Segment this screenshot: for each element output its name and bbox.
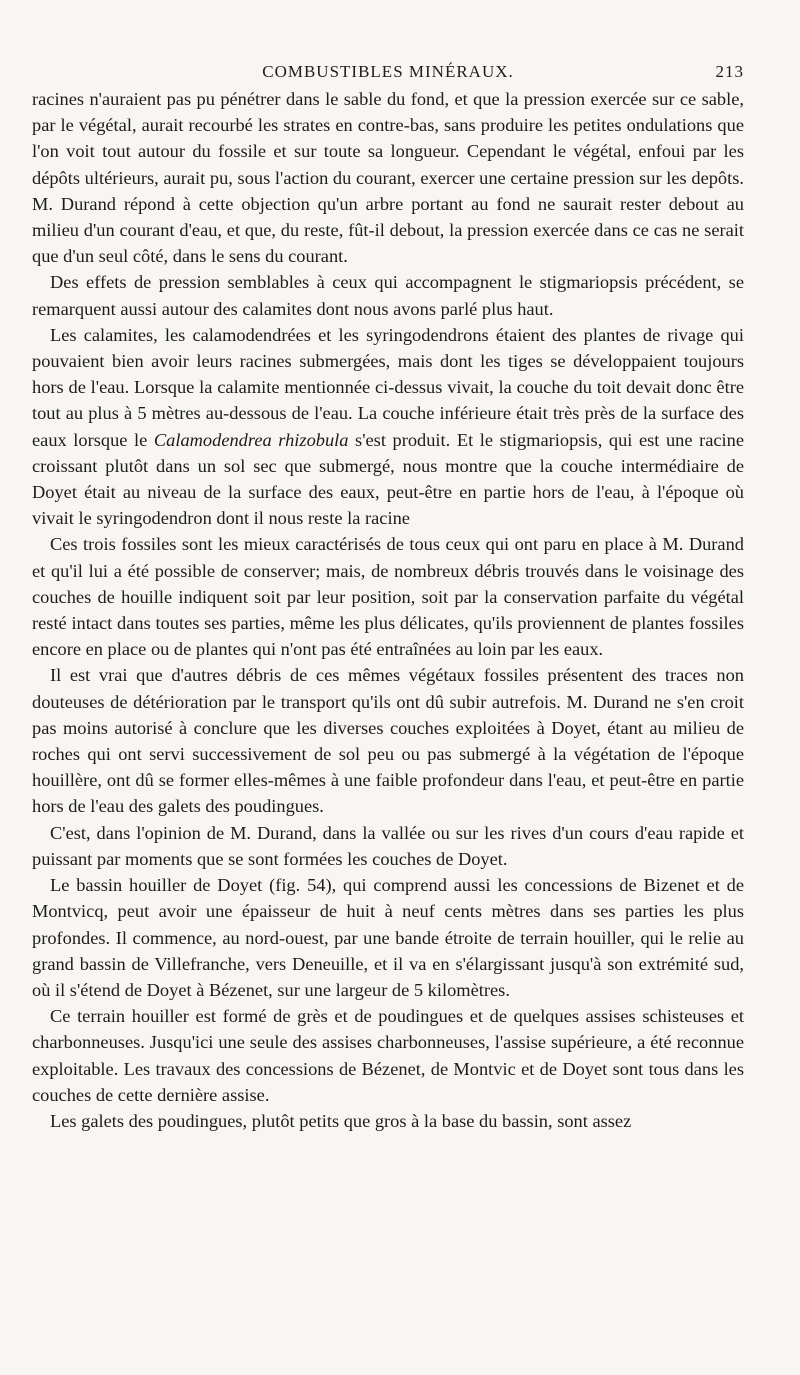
paragraph-text: Ces trois fossiles sont les mieux caractérisés de tous ceux qui ont paru en place à M. Durand et qu'il lui a été possible de conserver; mais, de nombreux débris trouvés dans le voisinage des couches de houille indiquent soit par leur position, soit par la conservation parfaite du végétal resté intact dans toutes ses parties, même les plus délicates, qu'ils proviennent de plantes fossiles encore en place ou de plantes qui n'ont pas été entraînées au loin par les eaux. — [32, 534, 744, 660]
running-head — [32, 56, 744, 86]
paragraph-text: Il est vrai que d'autres débris de ces mêmes végétaux fossiles présentent des traces non douteuses de détérioration par le transport qu'ils ont dû subir autrefois. M. Durand ne s'en croit pas moins autorisé à conclure que les diverses couches exploitées à Doyet, étant au milieu de roches qui ont servi successivement de sol peu ou pas submergé à la végétation de l'époque houillère, ont dû se former elles-mêmes à une faible profondeur dans l'eau, et peut-être en partie hors de l'eau des galets des poudingues. — [32, 665, 744, 817]
paragraph-text: Ce terrain houiller est formé de grès et de poudingues et de quelques assises schisteuses et charbonneuses. Jusqu'ici une seule des assises charbonneuses, l'assise supérieure, a été reconnue exploitable. Les travaux des concessions de Bézenet, de Montvic et de Doyet sont tous dans les couches de cette dernière assise. — [32, 1006, 744, 1105]
paragraph-0 — [32, 86, 744, 269]
book-page — [32, 56, 744, 1134]
body-text — [32, 86, 744, 1134]
paragraph-text: s'est produit. Et le stigmariopsis, qui est une racine croissant plutôt dans un sol sec que submergé, nous montre que la couche intermédiaire de Doyet était au niveau de la surface des eaux, peut-être en partie hors de l'eau, à l'époque où vivait le syringodendron dont il nous reste la racine — [32, 429, 745, 529]
paragraph-4 — [32, 662, 744, 819]
paragraph-1 — [32, 269, 744, 321]
running-title: COMBUSTIBLES MINÉRAUX. — [262, 62, 514, 81]
paragraph-8 — [32, 1108, 744, 1134]
page-number: 213 — [715, 62, 744, 81]
paragraph-2 — [32, 322, 744, 532]
paragraph-text: Le bassin houiller de Doyet (fig. 54), qui comprend aussi les concessions de Bizenet et de Montvicq, peut avoir une épaisseur de huit à neuf cents mètres dans ses parties les plus profondes. Il commence, au nord-ouest, par une bande étroite de terrain houiller, qui le relie au grand bassin de Villefranche, vers Deneuille, et il va en s'élargissant jusqu'à son extrémité sud, où il s'étend de Doyet à Bézenet, sur une largeur de 5 kilomètres. — [32, 875, 744, 1000]
paragraph-text: Des effets de pression semblables à ceux qui accompagnent le stigmariopsis précédent, se remarquent aussi autour des calamites dont nous avons parlé plus haut. — [32, 272, 744, 319]
paragraph-text: racines n'auraient pas pu pénétrer dans le sable du fond, et que la pression exercée sur ce sable, par le végétal, aurait recourbé les strates en contre-bas, sans produire les petites ondulations que l'on voit tout autour du fossile et sur toute sa longueur. Cependant le végétal, enfoui par les dépôts ultérieurs, aurait pu, sous l'action du courant, exercer une certaine pression sur les depôts. M. Durand répond à cette objection qu'un arbre portant au fond ne saurait rester debout au milieu d'un courant d'eau, et que, du reste, fût-il debout, la pression exercée dans ce cas ne serait que d'un seul côté, dans le sens du courant. — [32, 89, 744, 267]
paragraph-text: C'est, dans l'opinion de M. Durand, dans la vallée ou sur les rives d'un cours d'eau rapide et puissant par moments que se sont formées les couches de Doyet. — [32, 822, 744, 869]
paragraph-3 — [32, 531, 744, 662]
paragraph-text: Les calamites, les calamodendrées et les syringodendrons étaient des plantes de rivage qui pouvaient bien avoir leurs racines submergées, mais dont les tiges se développaient toujours hors de l'eau. Lorsque la calamite mentionnée ci-dessus vivait, la couche du toit devait donc être tout au plus à 5 mètres au-dessous de l'eau. La couche inférieure était très près de la surface des eaux lorsque le — [32, 324, 744, 450]
paragraph-text: Les galets des poudingues, plutôt petits que gros à la base du bassin, sont assez — [50, 1110, 632, 1131]
paragraph-7 — [32, 1003, 744, 1108]
species-name-italic: Calamodendrea rhizobula — [153, 429, 349, 450]
paragraph-6 — [32, 872, 744, 1003]
paragraph-5 — [32, 820, 744, 872]
